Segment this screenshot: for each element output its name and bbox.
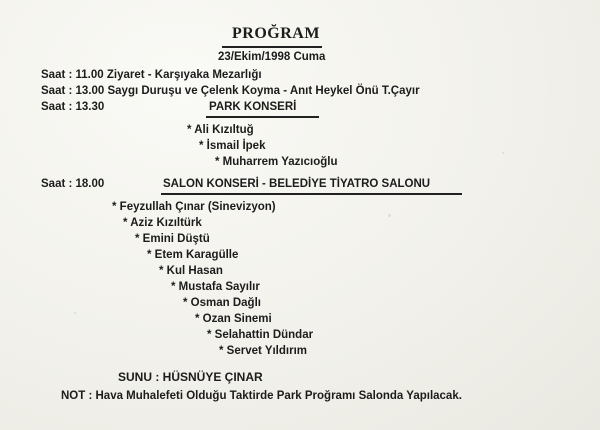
park-performer: * Muharrem Yazıcıoğlu	[215, 156, 338, 168]
schedule-line-1330: Saat : 13.30	[41, 101, 105, 113]
park-performer: * Ali Kızıltuğ	[187, 124, 254, 136]
salon-performer: * Osman Dağlı	[183, 297, 261, 309]
paper-speck	[388, 214, 391, 217]
weather-note: NOT : Hava Muhalefeti Olduğu Taktirde Park Proğramı Salonda Yapılacak.	[61, 390, 462, 402]
salon-performer: * Aziz Kızıltürk	[123, 217, 202, 229]
program-title: PROĞRAM	[232, 25, 320, 42]
schedule-line-1800: Saat : 18.00	[41, 178, 105, 190]
salon-concert-heading: SALON KONSERİ - BELEDİYE TİYATRO SALONU	[163, 178, 431, 190]
presenter-line: SUNU : HÜSNÜYE ÇINAR	[118, 370, 263, 384]
park-concert-heading: PARK KONSERİ	[209, 101, 297, 113]
program-date: 23/Ekim/1998 Cuma	[218, 51, 326, 63]
salon-performer: * Kul Hasan	[159, 265, 223, 277]
park-performer: * İsmail İpek	[199, 140, 266, 152]
salon-performer: * Mustafa Sayılır	[171, 281, 260, 293]
paper-speck	[74, 312, 76, 314]
salon-performer: * Feyzullah Çınar (Sinevizyon)	[112, 201, 276, 213]
schedule-line-1100: Saat : 11.00 Ziyaret - Karşıyaka Mezarlığı	[41, 69, 262, 81]
salon-performer: * Etem Karagülle	[147, 249, 239, 261]
paper-speck	[502, 152, 504, 154]
salon-performer: * Emini Düştü	[135, 233, 210, 245]
schedule-line-1300: Saat : 13.00 Saygı Duruşu ve Çelenk Koyma - Anıt Heykel Önü T.Çayır	[41, 85, 420, 97]
salon-performer: * Selahattin Dündar	[207, 329, 314, 341]
salon-heading-underline	[161, 193, 462, 195]
salon-performer: * Servet Yıldırım	[219, 345, 307, 357]
title-underline	[222, 46, 322, 48]
salon-performer: * Ozan Sinemi	[195, 313, 272, 325]
park-heading-underline	[206, 116, 319, 118]
